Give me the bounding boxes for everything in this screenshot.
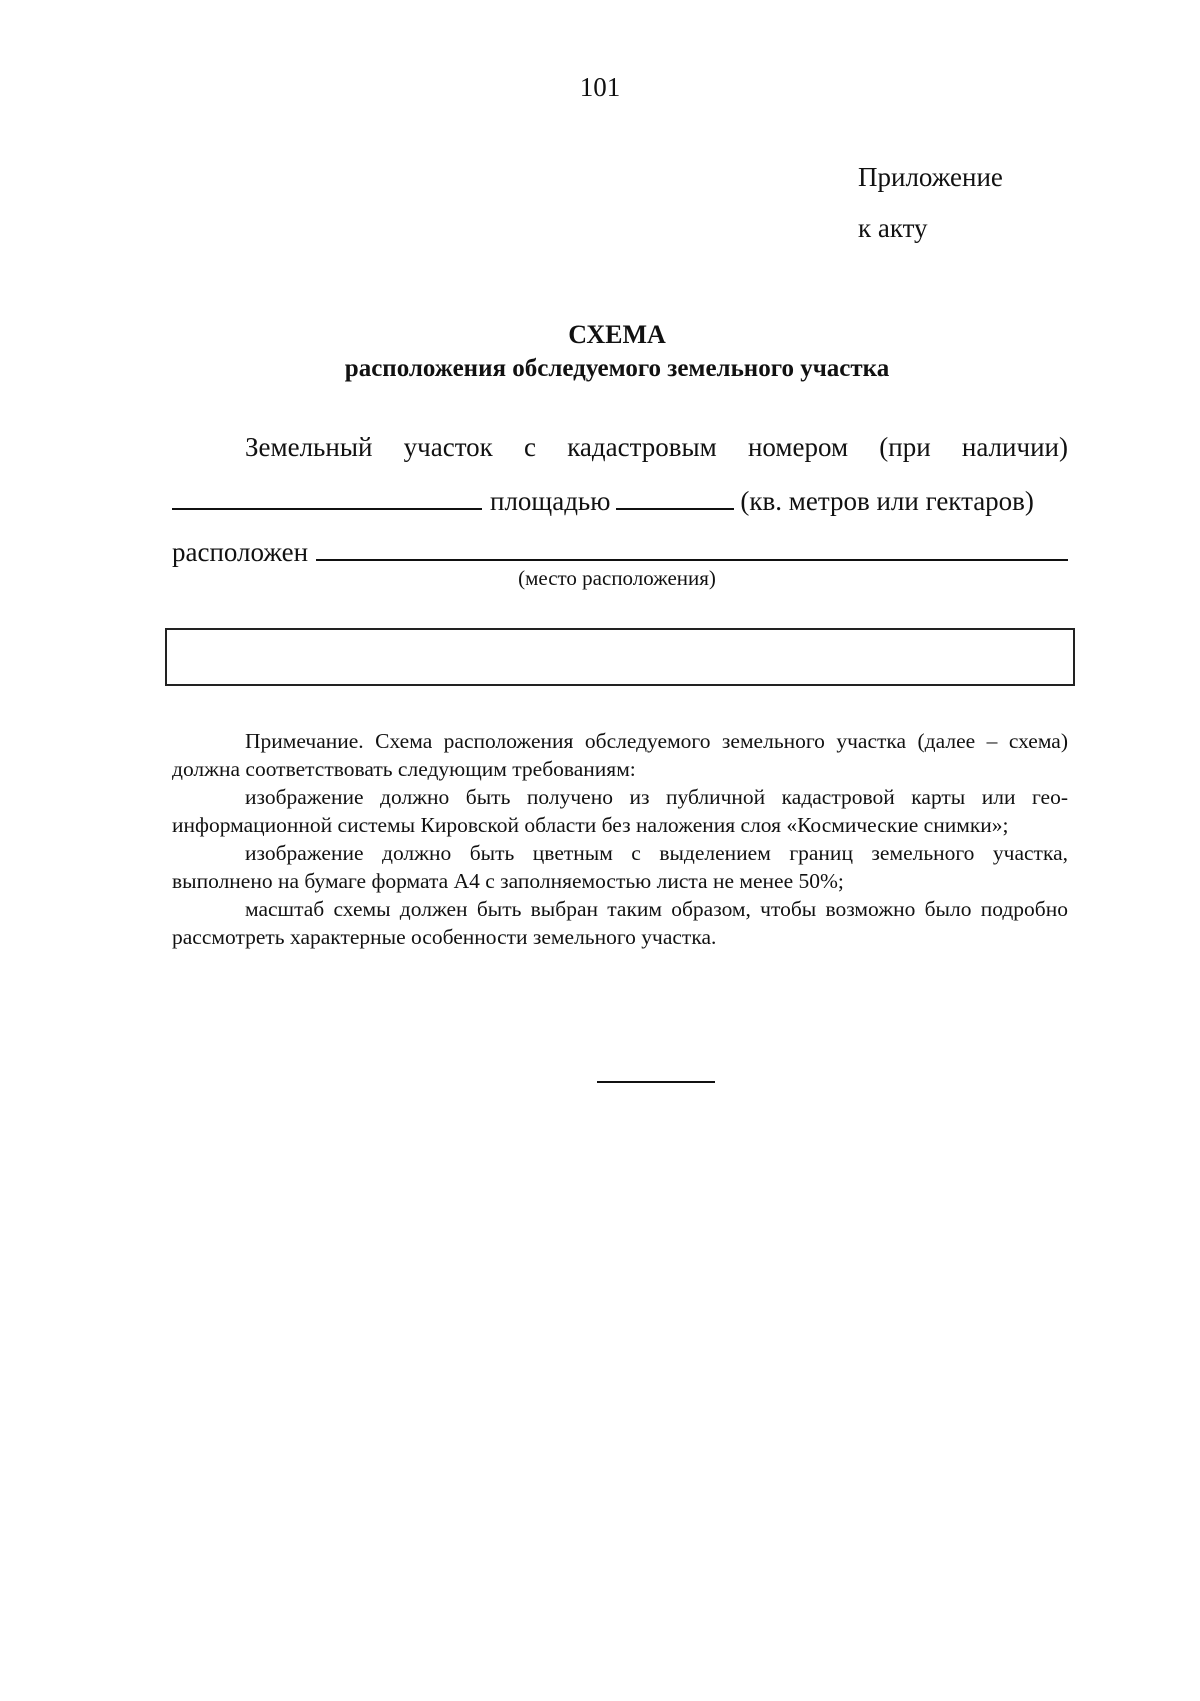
row1-word: (при (879, 432, 931, 462)
document-subtitle: расположения обследуемого земельного участка (344, 355, 890, 382)
end-divider (597, 1081, 715, 1083)
scheme-frame (165, 628, 1075, 686)
page-number: 101 (579, 72, 621, 102)
location-line (172, 535, 1068, 568)
row1-word: Земельный (245, 432, 373, 462)
note-paragraph: масштаб схемы должен быть выбран таким образом, чтобы возможно было подробно рассмотреть характерные особенности земельного участка. (172, 897, 1068, 949)
appendix-reference: к акту (858, 213, 928, 243)
location-label: расположен (172, 537, 309, 567)
location-blank[interactable] (316, 535, 1068, 561)
area-blank[interactable] (616, 484, 734, 510)
document-title: СХЕМА (568, 320, 666, 349)
row1-word: с (523, 432, 536, 462)
row1-word: номером (747, 432, 849, 462)
row1-word: кадастровым (567, 432, 717, 462)
cadastral-number-line (245, 432, 1068, 463)
note-paragraph: Примечание. Схема расположения обследуемого земельного участка (далее – схема) должна соответствовать следующим требованиям: (172, 729, 1068, 781)
note-section (172, 727, 1068, 951)
appendix-label: Приложение (858, 162, 1003, 192)
note-paragraph: изображение должно быть цветным с выделением границ земельного участка, выполнено на бумаге формата А4 с заполняемостью листа не менее 50%; (172, 841, 1068, 893)
row1-word: участок (403, 432, 493, 462)
note-paragraph: изображение должно быть получено из публичной кадастровой карты или гео-информационной системы Кировской области без наложения слоя «Космические снимки»; (172, 785, 1068, 837)
area-line (172, 484, 1068, 517)
row1-word: наличии) (961, 432, 1068, 462)
area-units-label: (кв. метров или гектаров) (740, 486, 1034, 516)
location-caption: (место расположения) (518, 566, 716, 590)
area-label: площадью (490, 486, 611, 516)
cadastral-number-blank[interactable] (172, 484, 482, 510)
